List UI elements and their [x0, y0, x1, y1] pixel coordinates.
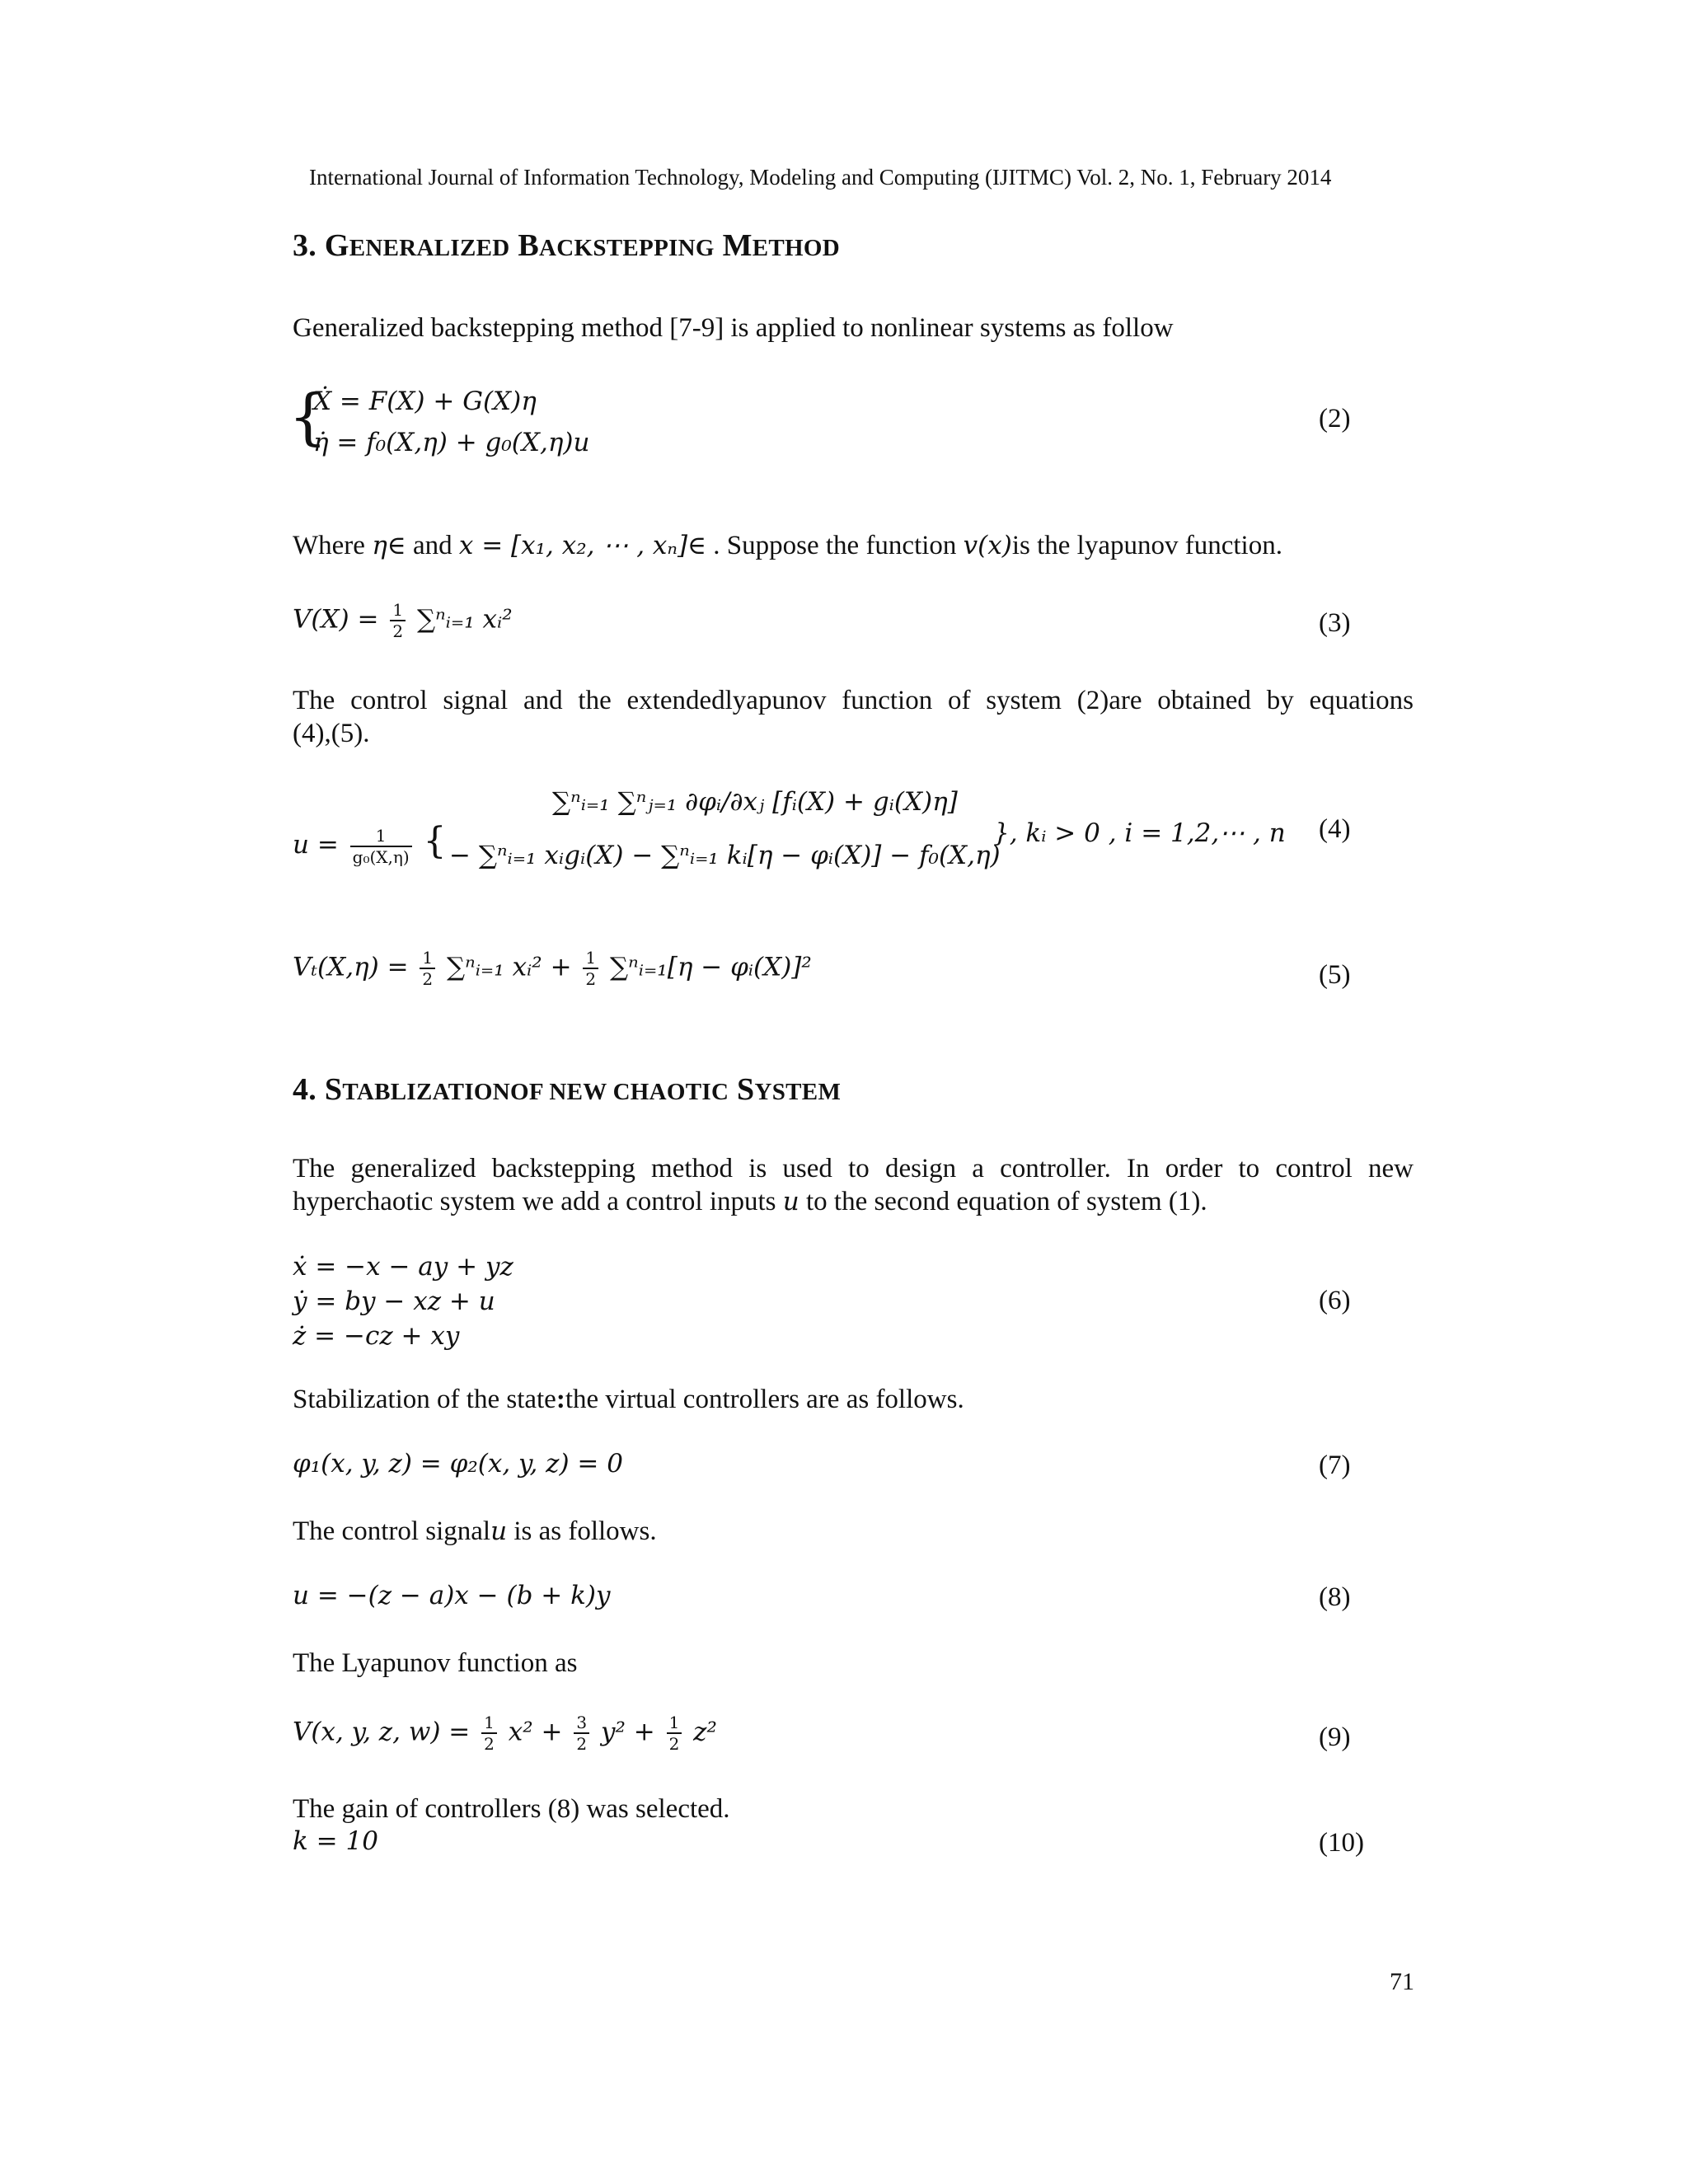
equation-4: u = $\frac{1}{\text{g₀(X,η)}}$ { ∑ⁿᵢ₌₁ ∑ⁿⱼ₌₁ ∂φᵢ/∂xⱼ [fᵢ(X) + gᵢ(X)η] − ∑ⁿᵢ₌₁ xᵢgᵢ(X) − ∑ⁿᵢ₌₁ kᵢ[η − φᵢ(X)] − f₀(X,η) }, kᵢ > 0 , i = 1,2,⋯ , n [293, 787, 1286, 870]
paragraph-stabilization: Stabilization of the state:the virtual controllers are as follows. [293, 1385, 964, 1414]
equation-7: φ₁(x, y, z) = φ₂(x, y, z) = 0 [293, 1449, 623, 1479]
equation-6: ẋ = −x − ay + yz ẏ = by − xz + u ż = −cz + xy [293, 1252, 513, 1351]
equation-8: u = −(z − a)x − (b + k)y [293, 1581, 611, 1610]
paragraph-control-u: The control signalu is as follows. [293, 1516, 657, 1546]
running-header: International Journal of Information Technology, Modeling and Computing (IJITMC) Vol. 2, No. 1, February 2014 [309, 165, 1332, 190]
equation-6-number: (6) [1319, 1286, 1351, 1315]
paragraph-where: Where η∈ and x = [x₁, x₂, ⋯ , xₙ]∈ . Suppose the function v(x)is the lyapunov function. [293, 531, 1282, 560]
equation-8-number: (8) [1319, 1582, 1351, 1612]
equation-3-number: (3) [1319, 608, 1351, 638]
equation-10-number: (10) [1319, 1828, 1364, 1858]
paragraph-generalized: The generalized backstepping method is used to design a controller. In order to control new hyperchaotic system we add a control inputs u to the second equation of system (1). [293, 1154, 1414, 1216]
page-number: 71 [1390, 1968, 1414, 1995]
paragraph-control-signal: The control signal and the extendedlyapunov function of system (2)are obtained by equations (4),(5). [293, 686, 1414, 748]
equation-5-number: (5) [1319, 960, 1351, 990]
section-4-heading: 4. STABLIZATIONOF NEW CHAOTIC SYSTEM [293, 1072, 842, 1107]
paragraph-gain: The gain of controllers (8) was selected. [293, 1794, 730, 1824]
equation-10: k = 10 [293, 1826, 378, 1856]
equation-2-number: (2) [1319, 404, 1351, 434]
equation-9-number: (9) [1319, 1722, 1351, 1752]
equation-4-number: (4) [1319, 814, 1351, 844]
equation-2: { Ẋ = F(X) + G(X)η η̇ = f₀(X,η) + g₀(X,η)u [288, 382, 590, 457]
equation-9: V(x, y, z, w) = $\frac{1}{2}$ x² + $\frac{3}{2}$ y² + $\frac{1}{2}$ z² [293, 1713, 717, 1754]
section-3-heading: 3. GENERALIZED BACKSTEPPING METHOD [293, 228, 840, 263]
paragraph-lyapunov: The Lyapunov function as [293, 1648, 578, 1678]
paragraph-intro: Generalized backstepping method [7-9] is applied to nonlinear systems as follow [293, 313, 1174, 343]
equation-3: V(X) = $\frac{1}{2}$ ∑ⁿᵢ₌₁ xᵢ² [293, 600, 513, 641]
equation-7-number: (7) [1319, 1451, 1351, 1480]
equation-5: Vₜ(X,η) = $\frac{1}{2}$ ∑ⁿᵢ₌₁ xᵢ² + $\frac{1}{2}$ ∑ⁿᵢ₌₁[η − φᵢ(X)]² [293, 948, 812, 989]
